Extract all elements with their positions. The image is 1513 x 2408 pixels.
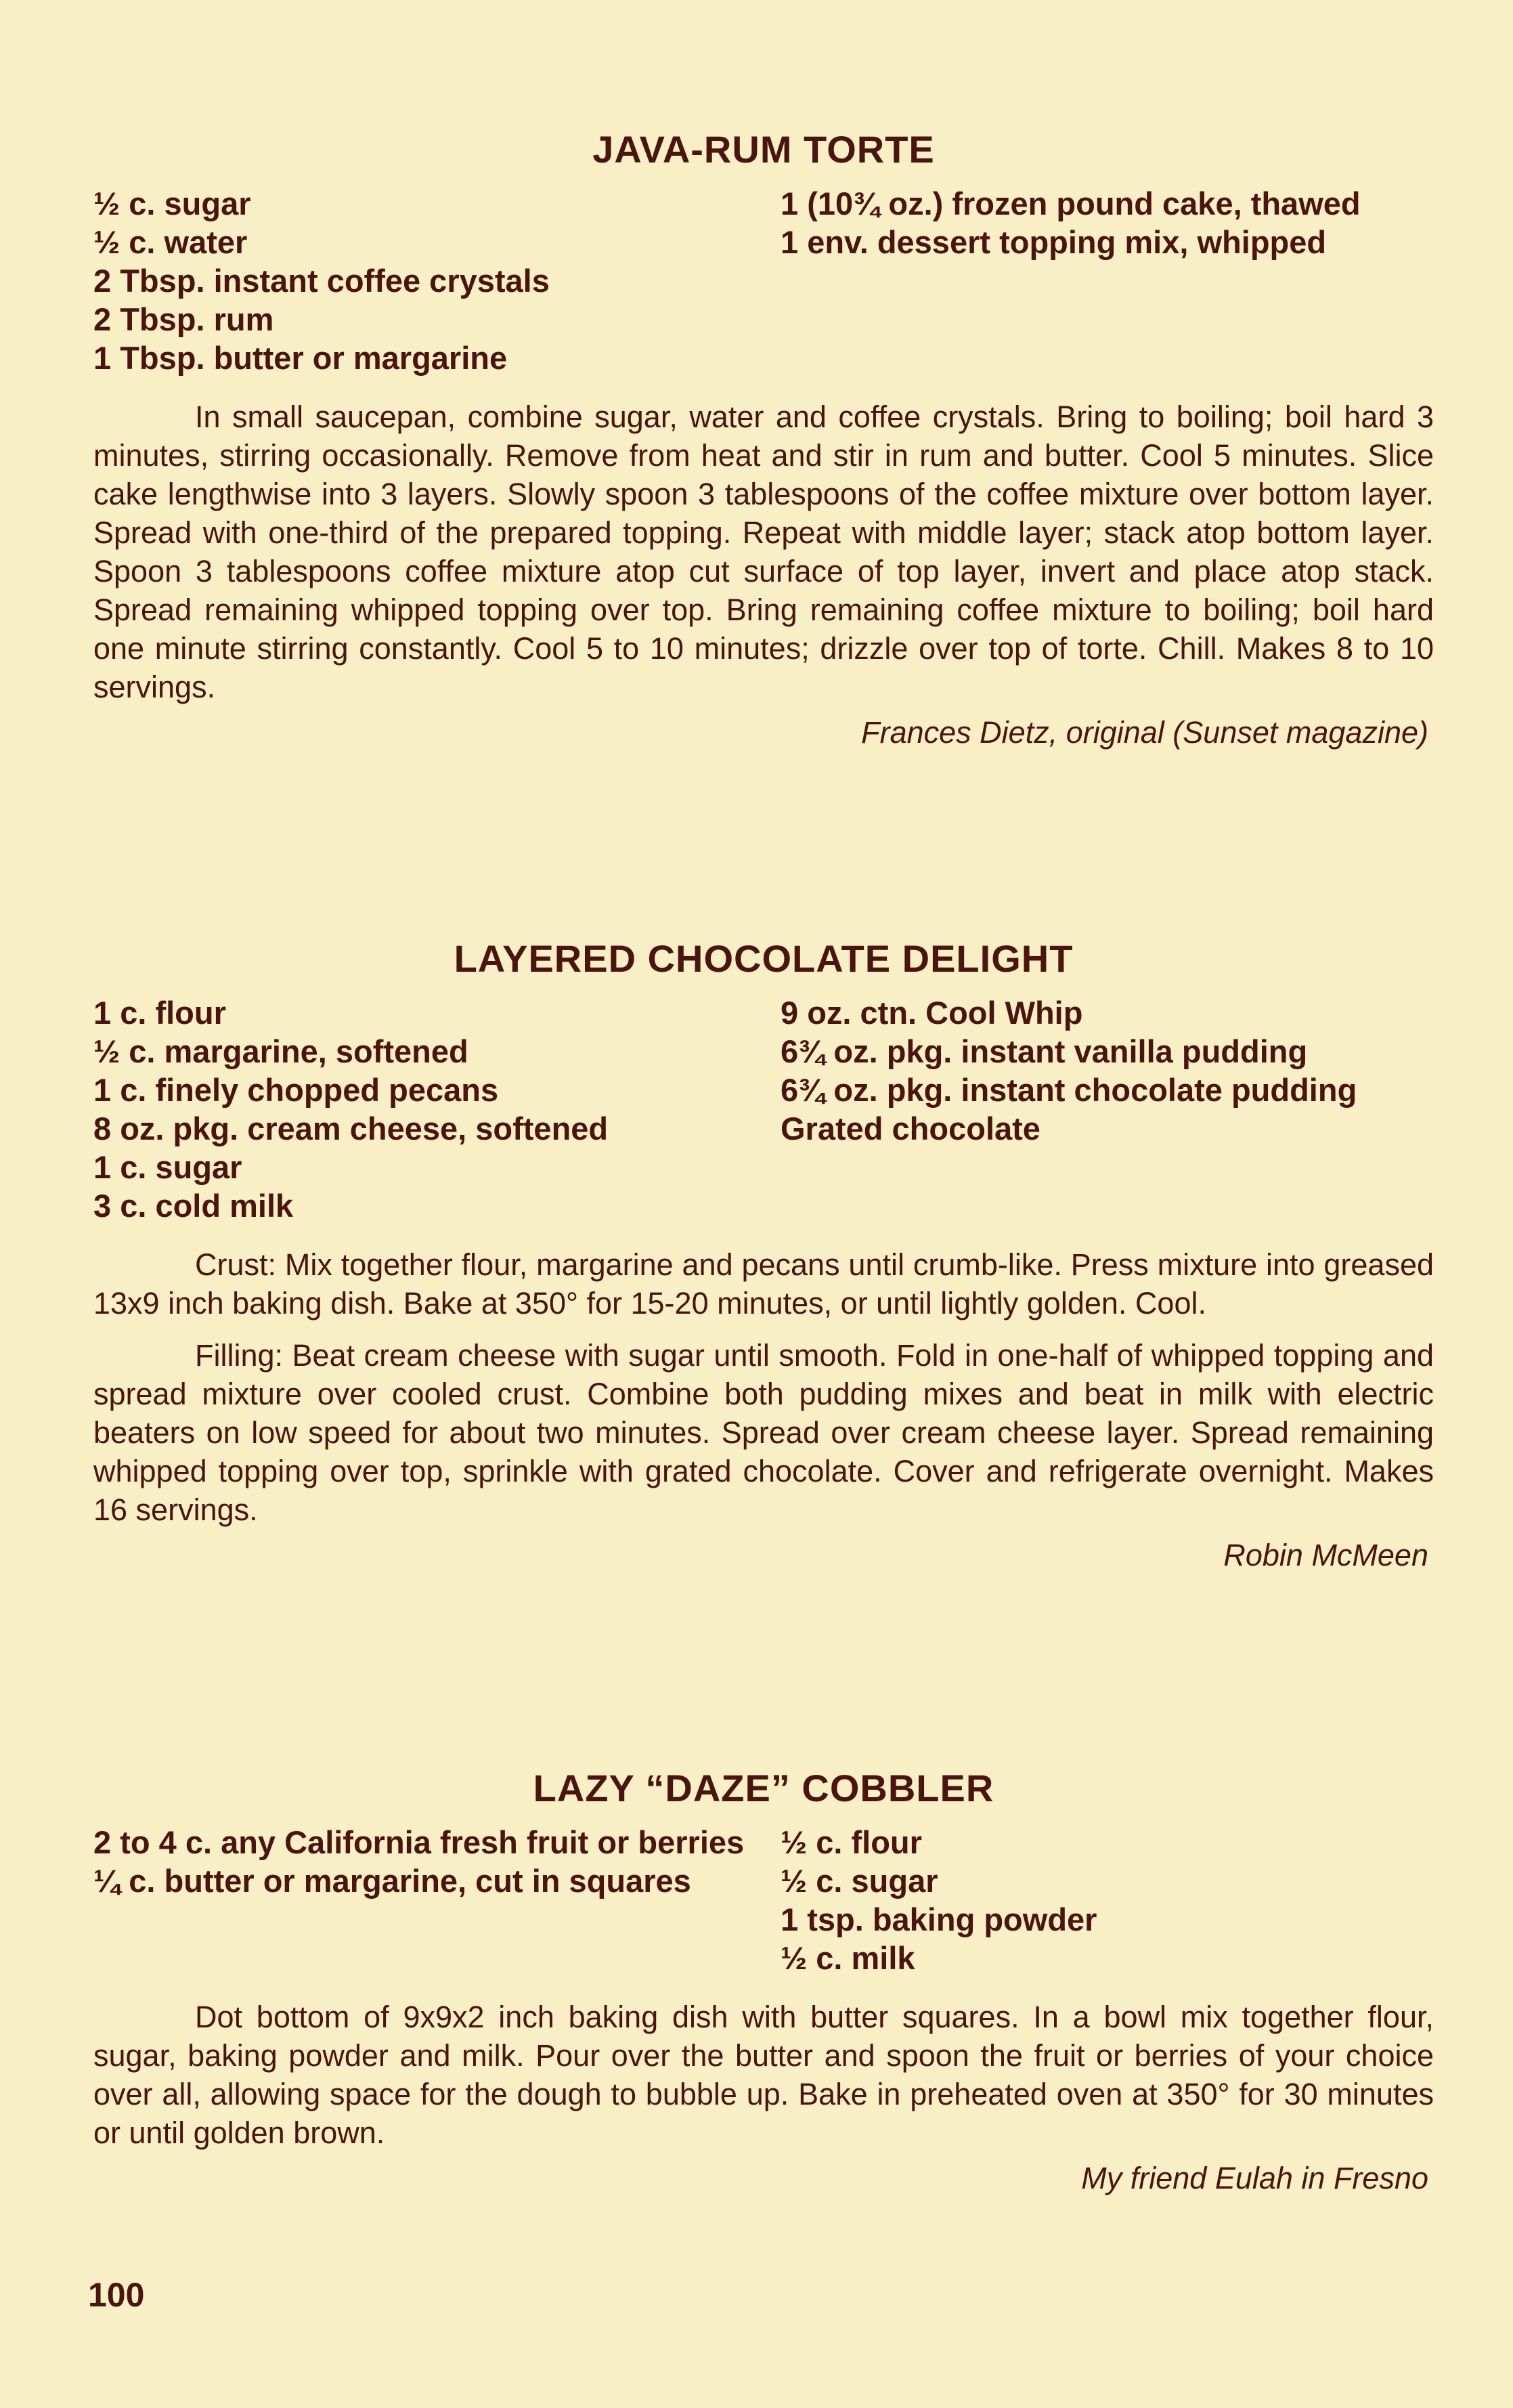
ingredient-item: ½ c. sugar [781,1862,938,1899]
recipe-directions: In small saucepan, combine sugar, water and coffee crystals. Bring to boiling; boil hard 3 minutes, stirring occasionally. Remove from heat and stir in rum and butter. Cool 5 minutes. Slice cake lengthwise into 3 layers. Slowly spoon 3 tablespoons of the coffee mixture over bottom layer. Spread with one-third of the prepared topping. Repeat with middle layer; stack atop bottom layer. Spoon 3 tablespoons coffee mixture atop cut surface of top layer, invert and place atop stack. Spread remaining whipped topping over top. Bring remaining coffee mixture to boiling; boil hard one minute stirring constantly. Cool 5 to 10 minutes; drizzle over top of torte. Chill. Makes 8 to 10 servings. [93,399,1434,704]
recipe-java-rum-torte [93,129,1434,752]
ingredient-item: 6¾ oz. pkg. instant chocolate pudding [781,1071,1357,1108]
recipe-title: LAZY “DAZE” COBBLER [533,1767,994,1809]
ingredient-item: ½ c. water [93,223,248,260]
ingredient-item: 1 env. dessert topping mix, whipped [781,223,1327,260]
ingredient-item: 1 c. flour [93,994,226,1031]
ingredient-item: ½ c. margarine, softened [93,1033,468,1069]
ingredient-item: 2 Tbsp. rum [93,301,274,337]
recipe-layered-chocolate-delight [93,938,1434,1574]
ingredient-item: ¼ c. butter or margarine, cut in squares [93,1862,691,1899]
recipe-title: LAYERED CHOCOLATE DELIGHT [454,937,1074,980]
ingredient-column-left [93,1823,781,1977]
recipe-title: JAVA-RUM TORTE [592,128,935,171]
ingredient-item: 8 oz. pkg. cream cheese, softened [93,1110,609,1146]
ingredient-item: ½ c. flour [781,1824,922,1860]
ingredient-column-right [781,993,1434,1225]
ingredient-column-left [93,184,781,377]
ingredient-item: 1 c. sugar [93,1148,242,1185]
ingredient-item: 2 to 4 c. any California fresh fruit or berries [93,1824,745,1860]
ingredient-column-left [93,993,781,1225]
ingredient-column-right [781,1823,1434,1977]
ingredient-list [93,184,1434,377]
ingredient-list [93,1823,1434,1977]
page-number: 100 [88,2276,145,2314]
recipe-credit: Robin McMeen [1223,1537,1428,1572]
ingredient-item: 1 (10¾ oz.) frozen pound cake, thawed [781,185,1361,221]
ingredient-item: 9 oz. ctn. Cool Whip [781,994,1083,1031]
recipe-directions: Dot bottom of 9x9x2 inch baking dish with butter squares. In a bowl mix together flour, sugar, baking powder and milk. Pour over the butter and spoon the fruit or berries of your choice over all, allowing space for the dough to bubble up. Bake in preheated oven at 350° for 30 minutes or until golden brown. [93,1999,1434,2150]
ingredient-item: 1 c. finely chopped pecans [93,1071,499,1108]
recipe-credit: Frances Dietz, original (Sunset magazine) [861,714,1428,750]
ingredient-item: 3 c. cold milk [93,1187,294,1224]
ingredient-item: 6¾ oz. pkg. instant vanilla pudding [781,1033,1308,1069]
ingredient-item: 1 Tbsp. butter or margarine [93,339,508,376]
ingredient-item: ½ c. milk [781,1939,915,1976]
recipe-directions-filling: Filling: Beat cream cheese with sugar until smooth. Fold in one-half of whipped topping and spread mixture over cooled crust. Combine both pudding mixes and beat in milk with electric beaters on low speed for about two minutes. Spread over cream cheese layer. Spread remaining whipped topping over top, sprinkle with grated chocolate. Cover and refrigerate overnight. Makes 16 servings. [93,1337,1434,1527]
ingredient-item: Grated chocolate [781,1110,1040,1146]
ingredient-column-right [781,184,1434,377]
ingredient-list [93,993,1434,1225]
ingredient-item: ½ c. sugar [93,185,251,221]
recipe-credit: My friend Eulah in Fresno [1081,2160,1428,2195]
recipe-directions-crust: Crust: Mix together flour, margarine and pecans until crumb-like. Press mixture into greased 13x9 inch baking dish. Bake at 350° for 15-20 minutes, or until lightly golden. Cool. [93,1247,1434,1320]
recipe-lazy-daze-cobbler [93,1767,1434,2197]
ingredient-item: 2 Tbsp. instant coffee crystals [93,262,550,299]
ingredient-item: 1 tsp. baking powder [781,1901,1097,1937]
